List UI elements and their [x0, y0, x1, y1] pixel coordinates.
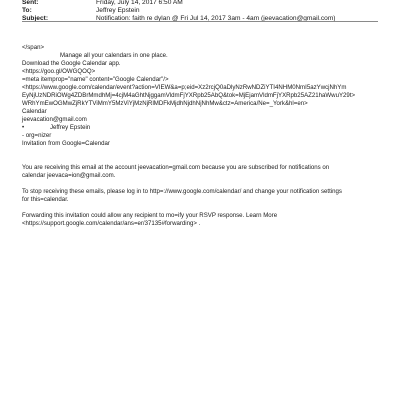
- to-label: To:: [22, 7, 32, 14]
- body-link-goo-gl[interactable]: <https://goo.gl/OWGQOQ>: [22, 68, 96, 75]
- sent-label: Sent:: [22, 0, 39, 6]
- sent-value: Friday, July 14, 2017 6:50 AM: [96, 0, 183, 6]
- notice-subscription-line-1: You are receiving this email at the account jeevacation=gmail.com because you are subscribed for notifications on: [22, 164, 330, 171]
- body-line-account-email: jeevacation@gmail.com: [22, 116, 87, 123]
- body-link-calendar-event-1[interactable]: <https://www.google.com/calendar/event?action=VIEW&a=p;eid=Xz2rcjQ0aDlyNzRwNDZiYTI4NHM0NmI5azYwcjNhYm: [22, 84, 347, 91]
- body-line-organizer-role: - org=nizer: [22, 132, 52, 139]
- notice-unsubscribe-line-1: To stop receiving these emails, please log in to http=://www.google.com/calendar/ and change your notification settings: [22, 188, 342, 195]
- notice-forwarding-link[interactable]: <https://support.google.com/calendar/ans=er/37135#forwarding> .: [22, 220, 201, 227]
- body-link-calendar-event-2[interactable]: EyNjUzNDRiOWg4ZDBrMmdhMj=4cjM4aGhtNjggamVldmFjYXRpb25AbQ&tok=MjEjamVldmFjYXRpb25AZ21haWwuY29t>: [22, 92, 356, 99]
- header-divider: [22, 21, 378, 22]
- bullet-point: •: [22, 124, 25, 131]
- sent-row: [22, 0, 183, 7]
- body-line-organizer-name: Jeffrey Epstein: [50, 124, 91, 131]
- subject-value: Notification: faith re dylan @ Fri Jul 14, 2017 3am - 4am (jeevacation@gmail.com): [96, 15, 336, 22]
- to-value: Jeffrey Epstein: [96, 7, 140, 14]
- notice-forwarding-line-1: Forwarding this invitation could allow any recipient to mo=ify your RSVP response. Learn More: [22, 212, 278, 219]
- subject-label: Subject:: [22, 15, 49, 22]
- body-line-invitation-from: Invitation from Google=Calendar: [22, 140, 110, 147]
- body-line-meta-itemprop: =meta itemprop="name" content="Google Calendar"/>: [22, 76, 169, 83]
- body-line-download-app: Download the Google Calendar app.: [22, 60, 121, 67]
- body-line-manage-calendars: Manage all your calendars in one place.: [60, 52, 168, 59]
- to-row: [22, 7, 140, 15]
- body-line-calendar: Calendar: [22, 108, 47, 115]
- body-line-span-close: </span>: [22, 44, 45, 51]
- notice-subscription-line-2: calendar jeevaca=ion@gmail.com.: [22, 172, 116, 179]
- body-link-calendar-event-3[interactable]: WRhYmEwOGMwZjRkYTViMmY5MzViYjMzNjRlMDFkMjdhNjdhNjNhMw&ctz=America/Ne=_York&hl=en>: [22, 100, 308, 107]
- notice-unsubscribe-line-2: for this=calendar.: [22, 196, 69, 203]
